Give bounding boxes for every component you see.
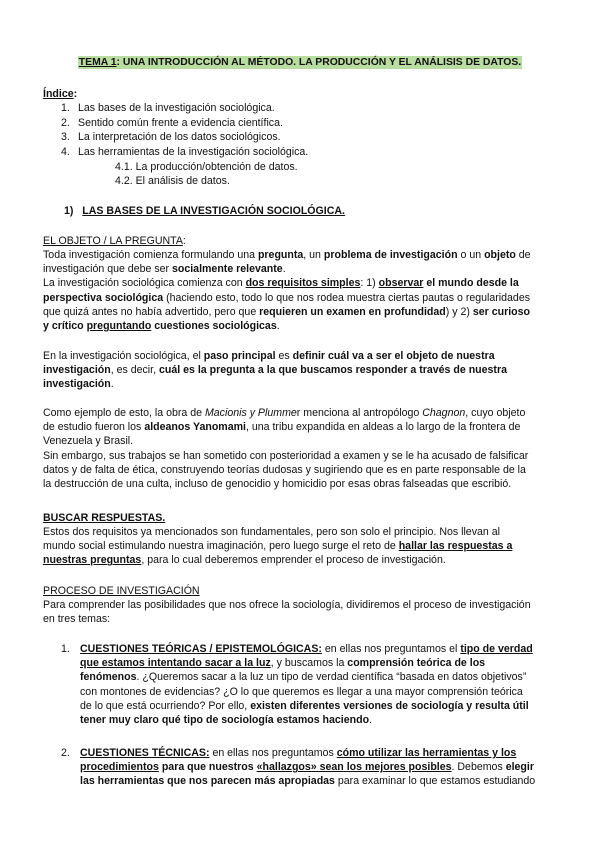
title-label: TEMA 1 (78, 57, 117, 68)
index-item (61, 116, 308, 131)
text-run: . Debemos (451, 761, 506, 774)
proceso-heading-text: PROCESO DE INVESTIGACIÓN (43, 585, 200, 597)
objeto-paragraph-2 (43, 349, 558, 392)
index-heading-colon: : (73, 88, 78, 100)
index-subitem: 4.1. La producción/obtención de datos. (115, 161, 298, 173)
text-run: en ellas nos preguntamos (209, 747, 337, 759)
text-run: requieren un examen en profundidad (259, 305, 446, 318)
text-run: investigación (43, 378, 111, 391)
text-run: . (110, 378, 114, 391)
objeto-heading-colon: : (182, 235, 186, 247)
text-run: procedimientos (80, 761, 159, 774)
text-run: cómo utilizar las herramientas y los (336, 747, 517, 759)
buscar-paragraph (43, 525, 558, 568)
proceso-heading (43, 584, 558, 598)
index-item-text: Las bases de la investigación sociológica. (78, 102, 275, 114)
title-text: : UNA INTRODUCCIÓN AL MÉTODO. LA PRODUCCIÓN Y EL ANÁLISIS DE DATOS. (116, 57, 522, 68)
text-run: o un (457, 249, 485, 261)
text-run: r menciona al antropólogo (296, 407, 423, 419)
buscar-heading (43, 511, 558, 525)
text-run: tipo de verdad (460, 643, 533, 655)
text-run: Toda investigación comienza formulando una (43, 249, 258, 261)
index-item-num: 1. (61, 102, 70, 114)
text-run: de estudio fueron los (43, 421, 145, 434)
text-run: mundo social estimulando nuestra imaginación, pero luego surge el reto de (43, 540, 399, 553)
proceso-intro (43, 598, 558, 626)
text-run: elegir (505, 761, 534, 774)
index-item-text: La interpretación de los datos sociológicos. (78, 131, 281, 144)
index-item-num: 3. (61, 131, 70, 144)
list-item-cuestiones-tecnicas (80, 746, 558, 789)
index-item-text: Las herramientas de la investigación sociológica. (78, 145, 309, 158)
text-run: objeto (484, 249, 516, 261)
text-run: , cuyo objeto (465, 407, 526, 419)
text-run: Venezuela y Brasil. (43, 435, 134, 448)
index-list (61, 101, 308, 159)
text-run: La investigación sociológica comienza con (43, 277, 246, 290)
document-title (0, 56, 600, 70)
objeto-paragraph-1 (43, 248, 558, 333)
text-run: perspectiva sociológica (43, 291, 164, 304)
text-run: con montones de evidencias? ¿O lo que queremos es llegar a una mayor comprensión teórica (80, 685, 523, 698)
text-run: Macionis y Plumme (204, 407, 297, 419)
text-run: definir cuál va a ser el objeto de nuestra (292, 350, 495, 362)
text-run: problema de investigación (323, 249, 458, 261)
text-run: cuestiones sociológicas (151, 320, 277, 333)
text-run: el mundo desde la (423, 277, 519, 290)
index-item-text: Sentido común frente a evidencia científica. (78, 116, 283, 129)
text-run: observar (378, 277, 424, 290)
index-item-num: 4. (61, 145, 70, 158)
objeto-paragraph-3 (43, 406, 558, 491)
text-run: . (369, 714, 372, 727)
text-run: , una tribu expandida en aldeas a lo largo de la frontera de (245, 421, 521, 434)
text-run: investigación que debe ser (43, 263, 172, 276)
text-run: hallar las respuestas a (398, 540, 513, 553)
text-run: . (282, 263, 286, 276)
text-run: , un (303, 249, 324, 261)
text-run: que quizá antes no había advertido, pero que (43, 305, 260, 318)
text-run: y crítico (43, 320, 87, 333)
text-run: Estos dos requisitos ya mencionados son fundamentales, pero son solo el principio. Nos llevan al (43, 526, 500, 538)
text-run: ser curioso (472, 305, 530, 318)
buscar-heading-text: BUSCAR RESPUESTAS. (43, 512, 166, 524)
text-run: . ¿Queremos sacar a la luz un tipo de verdad científica “basada en datos objetivos” (136, 671, 527, 684)
list-number: 2. (61, 747, 70, 759)
list-number: 1. (61, 643, 70, 655)
text-run: Para comprender las posibilidades que nos ofrece la sociología, dividiremos el proceso de investigación (43, 599, 531, 611)
text-run: en tres temas: (43, 613, 111, 626)
index-heading-text: Índice (43, 88, 74, 100)
index-heading (43, 87, 558, 101)
text-run: aldeanos Yanomami (144, 421, 246, 434)
text-run: paso principal (203, 350, 276, 362)
index-item (61, 101, 308, 116)
text-run: cuál es la pregunta a la que buscamos responder a través de nuestra (159, 364, 507, 377)
objeto-heading (43, 234, 558, 248)
text-run: investigación (43, 364, 111, 377)
text-run: , es decir, (110, 364, 159, 377)
text-run: En la investigación sociológica, el (43, 350, 204, 362)
text-run: : 1) (360, 277, 379, 290)
text-run: dos requisitos simples (245, 277, 361, 290)
text-run: tener muy claro qué tipo de sociología estamos haciendo (80, 714, 370, 727)
text-run: es (275, 350, 293, 362)
text-run: existen diferentes versiones de sociología y resulta útil (250, 699, 529, 712)
text-run: Chagnon (422, 407, 466, 419)
text-run: pregunta (257, 249, 304, 261)
list-item-cuestiones-teoricas (80, 642, 558, 727)
text-run: «hallazgos» sean los mejores posibles (256, 761, 452, 774)
text-run: ) y 2) (445, 305, 473, 318)
index-item (61, 130, 308, 145)
text-run: Sin embargo, sus trabajos se han sometido con posterioridad a examen y se le ha acusado de falsificar (43, 449, 529, 462)
text-run: de (515, 249, 531, 261)
text-run: la destrucción de una culta, incluso de genocidio y homicidio por esas obras falseadas que escribió. (43, 478, 512, 491)
text-run: datos y de falta de ética, construyendo teorías dudosas y sugiriendo que es en parte responsable de la (43, 463, 526, 476)
text-run: nuestras preguntas (43, 554, 142, 567)
text-run: en ellas nos preguntamos el (321, 643, 461, 655)
text-run: CUESTIONES TÉCNICAS: (80, 747, 210, 759)
index-item (61, 145, 308, 160)
text-run: para examinar lo que estamos estudiando (334, 775, 536, 788)
text-run: . (276, 320, 280, 333)
text-run: las herramientas que nos parecen más apropiadas (80, 775, 335, 788)
text-run: (haciendo esto, todo lo que nos rodea muestra ciertas pautas o regularidades (163, 291, 531, 304)
section-heading (64, 204, 345, 218)
text-run: CUESTIONES TEÓRICAS / EPISTEMOLÓGICAS: (80, 643, 322, 655)
text-run: Como ejemplo de esto, la obra de (43, 407, 205, 419)
text-run: fenómenos (80, 671, 137, 684)
text-run: socialmente relevante (171, 263, 283, 276)
section-title: LAS BASES DE LA INVESTIGACIÓN SOCIOLÓGICA. (82, 205, 345, 217)
text-run: para que nuestros (158, 761, 257, 774)
text-run: que estamos intentando sacar a la luz (80, 657, 271, 670)
index-subitem: 4.2. El análisis de datos. (115, 175, 230, 187)
text-run: , para lo cual deberemos emprender el proceso de investigación. (141, 554, 446, 567)
text-run: , y buscamos la (270, 657, 348, 670)
objeto-heading-text: EL OBJETO / LA PREGUNTA (43, 235, 183, 247)
section-number: 1) (64, 205, 74, 217)
text-run: preguntando (86, 320, 152, 333)
index-item-num: 2. (61, 116, 70, 129)
text-run: de lo que está ocurriendo? Por ello, (80, 699, 251, 712)
text-run: comprensión teórica de los (347, 657, 486, 670)
